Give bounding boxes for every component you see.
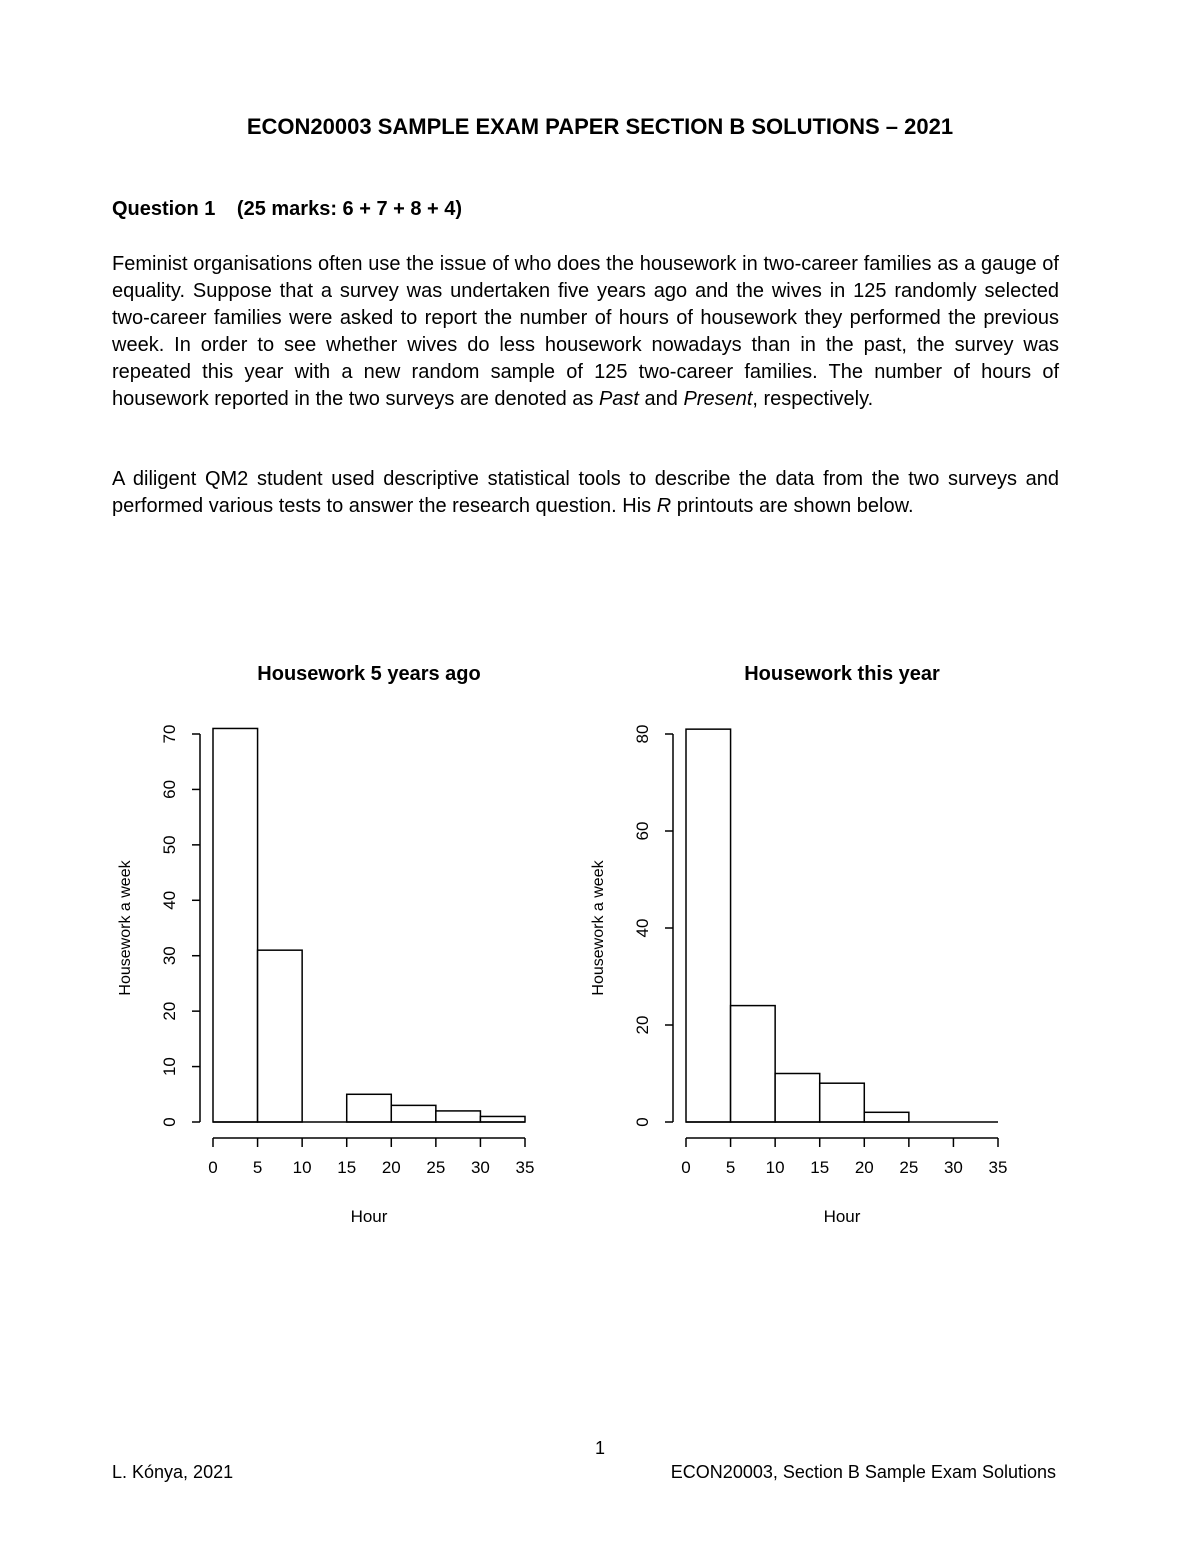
question-marks: (25 marks: 6 + 7 + 8 + 4) <box>236 198 463 220</box>
y-tick-label: 30 <box>160 946 179 966</box>
x-tick-label: 0 <box>208 1158 218 1177</box>
x-tick-label: 30 <box>470 1158 490 1177</box>
y-tick-label: 20 <box>633 1015 652 1035</box>
paragraph1-text-b: and <box>638 388 684 410</box>
variable-past: Past <box>598 388 639 410</box>
y-tick-label: 10 <box>160 1057 179 1077</box>
histogram-present-svg <box>563 650 1033 1250</box>
paragraph2-text-a: A diligent QM2 student used descriptive statistical tools to describe the data from the two surveys and performed various tests to answer the research question. His <box>112 468 1059 517</box>
x-tick-label: 10 <box>292 1158 312 1177</box>
footer-course: ECON20003, Section B Sample Exam Solutions <box>670 1462 1056 1482</box>
histogram-past-svg <box>90 650 560 1250</box>
page-number: 1 <box>594 1438 605 1458</box>
x-tick-label: 25 <box>899 1158 919 1177</box>
histogram-bar <box>347 1094 392 1122</box>
y-tick-label: 40 <box>633 918 652 938</box>
y-tick-label: 0 <box>633 1117 652 1127</box>
x-tick-label: 5 <box>725 1158 736 1177</box>
histogram-bar <box>436 1111 481 1122</box>
histogram-bar <box>391 1105 436 1122</box>
question-paragraph-1 <box>112 251 1059 413</box>
question-heading <box>112 198 462 221</box>
x-tick-label: 5 <box>252 1158 263 1177</box>
software-r: R <box>656 495 672 517</box>
y-axis-label: Housework a week <box>117 860 134 996</box>
y-tick-label: 50 <box>160 835 179 855</box>
histogram-bar <box>864 1112 909 1122</box>
x-tick-label: 25 <box>426 1158 446 1177</box>
y-tick-label: 60 <box>160 779 179 799</box>
histogram-bar <box>820 1083 865 1122</box>
histogram-bar <box>213 728 258 1122</box>
y-tick-label: 80 <box>633 724 652 744</box>
paragraph1-text-a: Feminist organisations often use the issue of who does the housework in two-career families as a gauge of equality. Suppose that a survey was undertaken five years ago and the wives in 125 randomly selected two-career families were asked to report the number of hours of housework they performed the previous week. In order to see whether wives do less housework nowadays than in the past, the survey was repeated this year with a new random sample of 125 two-career families. The number of hours of housework reported in the two surveys are denoted as <box>112 253 1059 410</box>
x-axis-label: Hour <box>823 1207 861 1226</box>
x-axis-label: Hour <box>350 1207 388 1226</box>
chart-title: Housework 5 years ago <box>257 663 481 685</box>
variable-present: Present <box>683 388 753 410</box>
y-tick-label: 40 <box>160 890 179 910</box>
x-tick-label: 0 <box>681 1158 691 1177</box>
x-tick-label: 35 <box>988 1158 1008 1177</box>
histogram-bar <box>686 729 731 1122</box>
histogram-bar <box>480 1116 525 1122</box>
histogram-bar <box>258 950 303 1122</box>
paragraph1-text-c: , respectively. <box>752 388 874 410</box>
x-tick-label: 15 <box>337 1158 357 1177</box>
y-tick-label: 70 <box>160 724 179 744</box>
x-tick-label: 15 <box>810 1158 830 1177</box>
chart-title: Housework this year <box>744 663 940 685</box>
histogram-present <box>563 650 1033 1250</box>
histogram-bar <box>775 1074 820 1123</box>
x-tick-label: 35 <box>515 1158 535 1177</box>
x-tick-label: 20 <box>381 1158 401 1177</box>
y-tick-label: 20 <box>160 1001 179 1021</box>
histogram-bar <box>731 1006 776 1122</box>
x-tick-label: 20 <box>854 1158 874 1177</box>
question-paragraph-2 <box>112 466 1059 520</box>
y-tick-label: 60 <box>633 821 652 841</box>
y-axis-label: Housework a week <box>590 860 607 996</box>
question-label: Question 1 <box>112 198 216 220</box>
page-title: ECON20003 SAMPLE EXAM PAPER SECTION B SOLUTIONS – 2021 <box>246 114 954 139</box>
x-tick-label: 10 <box>765 1158 785 1177</box>
paragraph2-text-b: printouts are shown below. <box>671 495 914 517</box>
y-tick-label: 0 <box>160 1117 179 1127</box>
histogram-past <box>90 650 560 1250</box>
x-tick-label: 30 <box>943 1158 963 1177</box>
footer-author: L. Kónya, 2021 <box>112 1462 234 1482</box>
